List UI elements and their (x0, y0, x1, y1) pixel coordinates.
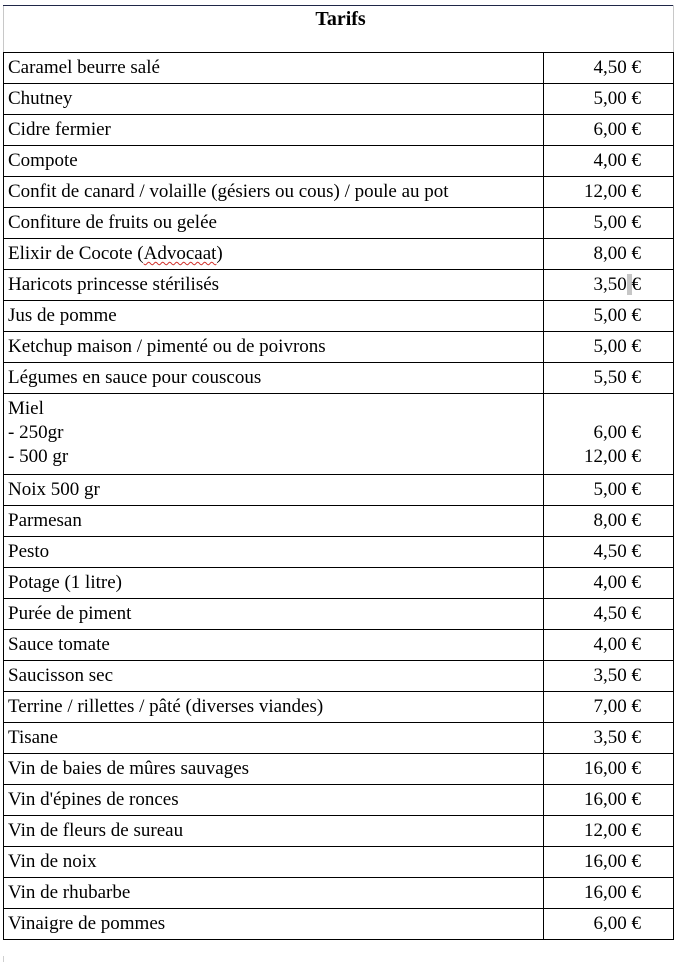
price-table (3, 5, 674, 940)
name-text: Elixir de Cocote ( (8, 243, 144, 264)
price-currency: € (631, 274, 642, 295)
table-row (4, 239, 674, 270)
table-row (4, 332, 674, 363)
table-row (4, 847, 674, 878)
product-name-cell[interactable]: Saucisson sec (4, 661, 544, 692)
product-name-cell[interactable]: Vin de rhubarbe (4, 878, 544, 909)
sub-item-label: - 250gr (8, 422, 64, 443)
price-cell[interactable]: 7,00 € (544, 692, 674, 723)
table-row (4, 816, 674, 847)
product-name-cell[interactable]: Noix 500 gr (4, 475, 544, 506)
price-cell[interactable] (544, 270, 674, 301)
product-name-cell[interactable]: Purée de piment (4, 599, 544, 630)
product-name-cell[interactable]: Tisane (4, 723, 544, 754)
table-row (4, 115, 674, 146)
product-name-cell[interactable]: Ketchup maison / pimenté ou de poivrons (4, 332, 544, 363)
sub-item-label: - 500 gr (8, 446, 69, 467)
table-row (4, 53, 674, 84)
table-row (4, 208, 674, 239)
price-cell[interactable]: 16,00 € (544, 847, 674, 878)
product-name-cell[interactable]: Chutney (4, 84, 544, 115)
product-name-cell[interactable]: Vin d'épines de ronces (4, 785, 544, 816)
product-name-cell[interactable]: Vin de baies de mûres sauvages (4, 754, 544, 785)
sub-item-price: 12,00 € (584, 446, 642, 467)
table-row (4, 599, 674, 630)
table-title: Tarifs (315, 8, 366, 30)
table-row (4, 537, 674, 568)
price-cell[interactable]: 12,00 € (544, 816, 674, 847)
table-row (4, 630, 674, 661)
table-row (4, 301, 674, 332)
price-cell[interactable]: 6,00 € (544, 909, 674, 940)
product-name-cell[interactable]: Confit de canard / volaille (gésiers ou cous) / poule au pot (4, 177, 544, 208)
price-number: 3,50 (593, 274, 627, 295)
product-name-cell[interactable]: Confiture de fruits ou gelée (4, 208, 544, 239)
price-cell[interactable]: 5,00 € (544, 208, 674, 239)
price-cell[interactable]: 5,00 € (544, 475, 674, 506)
product-name: Miel (8, 398, 44, 419)
table-row (4, 506, 674, 537)
table-row (4, 475, 674, 506)
price-cell[interactable]: 5,00 € (544, 301, 674, 332)
name-text: ) (216, 243, 223, 264)
table-row (4, 692, 674, 723)
product-name-cell[interactable]: Vin de noix (4, 847, 544, 878)
price-cell[interactable]: 3,50 € (544, 723, 674, 754)
table-row (4, 661, 674, 692)
product-name-cell[interactable] (4, 239, 544, 270)
sub-item-price: 6,00 € (593, 422, 642, 443)
price-cell[interactable]: 16,00 € (544, 878, 674, 909)
product-name-cell[interactable]: Pesto (4, 537, 544, 568)
product-name-cell[interactable]: Jus de pomme (4, 301, 544, 332)
table-row-multiline (4, 394, 674, 475)
price-cell[interactable]: 4,00 € (544, 568, 674, 599)
product-name-cell[interactable]: Cidre fermier (4, 115, 544, 146)
price-cell[interactable]: 8,00 € (544, 506, 674, 537)
product-name-cell[interactable]: Caramel beurre salé (4, 53, 544, 84)
table-title-cell[interactable] (4, 6, 674, 53)
table-row (4, 146, 674, 177)
product-name-cell[interactable]: Haricots princesse stérilisés (4, 270, 544, 301)
table-row (4, 754, 674, 785)
product-name-cell[interactable]: Légumes en sauce pour couscous (4, 363, 544, 394)
page-edge-line (3, 956, 4, 962)
price-cell[interactable]: 4,50 € (544, 53, 674, 84)
product-name-cell[interactable]: Terrine / rillettes / pâté (diverses viandes) (4, 692, 544, 723)
table-row (4, 785, 674, 816)
price-cell[interactable]: 5,00 € (544, 332, 674, 363)
product-name-cell[interactable] (4, 394, 544, 475)
price-cell[interactable]: 4,50 € (544, 537, 674, 568)
price-cell[interactable]: 5,00 € (544, 84, 674, 115)
table-row (4, 270, 674, 301)
product-name-cell[interactable]: Sauce tomate (4, 630, 544, 661)
price-cell[interactable]: 4,00 € (544, 630, 674, 661)
product-name-cell[interactable]: Potage (1 litre) (4, 568, 544, 599)
price-cell[interactable]: 6,00 € (544, 115, 674, 146)
table-row (4, 878, 674, 909)
price-cell[interactable]: 5,50 € (544, 363, 674, 394)
table-row (4, 909, 674, 940)
table-row (4, 568, 674, 599)
price-cell[interactable]: 8,00 € (544, 239, 674, 270)
price-cell[interactable]: 4,50 € (544, 599, 674, 630)
product-name-cell[interactable]: Parmesan (4, 506, 544, 537)
header-row (4, 6, 674, 53)
table-row (4, 363, 674, 394)
price-cell[interactable]: 12,00 € (544, 177, 674, 208)
table-row (4, 84, 674, 115)
product-name-cell[interactable]: Compote (4, 146, 544, 177)
product-name-cell[interactable]: Vinaigre de pommes (4, 909, 544, 940)
price-cell[interactable]: 16,00 € (544, 785, 674, 816)
price-cell[interactable]: 16,00 € (544, 754, 674, 785)
table-row (4, 723, 674, 754)
product-name-cell[interactable]: Vin de fleurs de sureau (4, 816, 544, 847)
price-cell[interactable]: 4,00 € (544, 146, 674, 177)
price-cell[interactable]: 3,50 € (544, 661, 674, 692)
table-row (4, 177, 674, 208)
price-cell[interactable] (544, 394, 674, 475)
spellcheck-flagged-word[interactable]: Advocaat (143, 243, 217, 264)
